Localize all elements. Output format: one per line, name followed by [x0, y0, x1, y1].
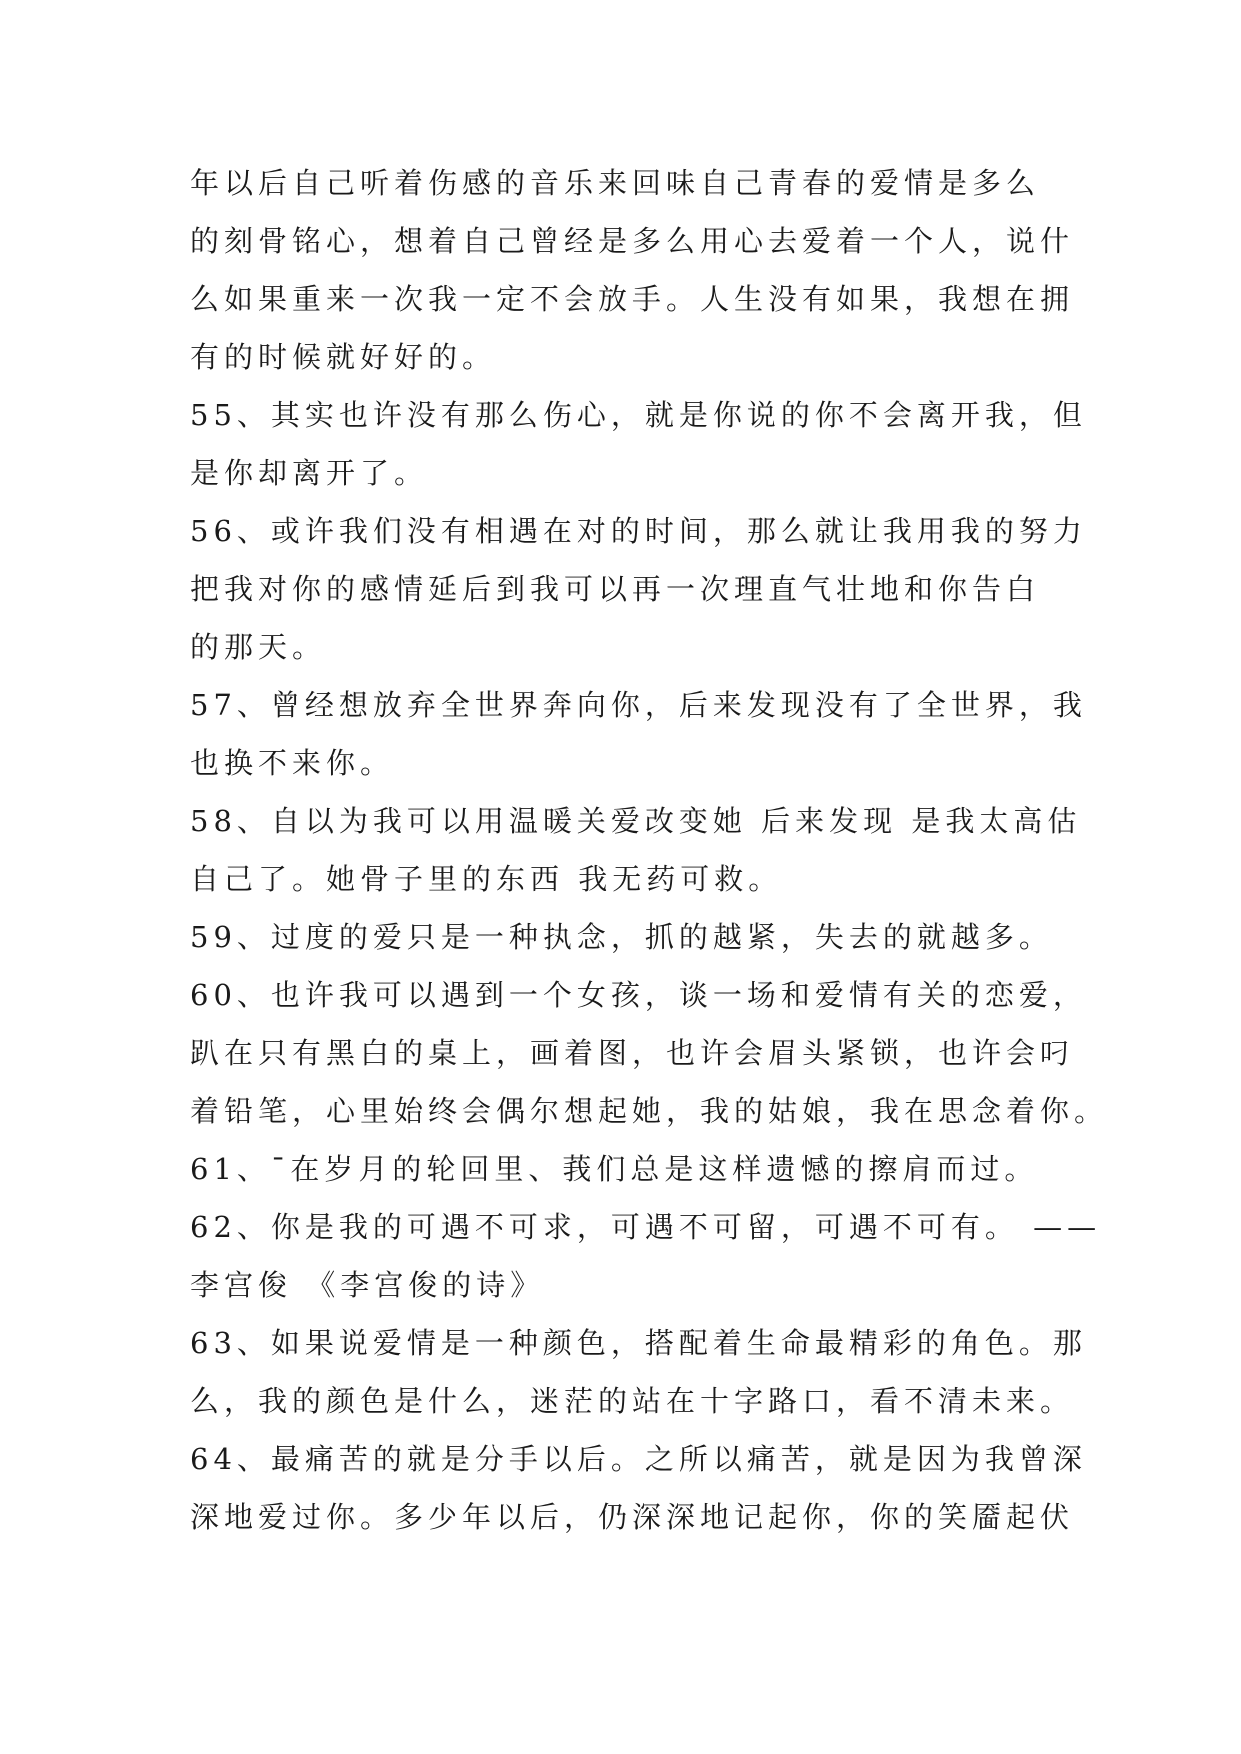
- text-line: 61、¯在岁月的轮回里、莪们总是这样遗憾的擦肩而过。: [190, 1152, 1039, 1186]
- text-line: 自己了。她骨子里的东西 我无药可救。: [190, 862, 783, 896]
- text-line: 63、如果说爱情是一种颜色，搭配着生命最精彩的角色。那: [190, 1326, 1087, 1360]
- text-line: 把我对你的感情延后到我可以再一次理直气壮地和你告白: [190, 572, 1041, 606]
- text-line: 深地爱过你。多少年以后，仍深深地记起你，你的笑靥起伏: [190, 1500, 1075, 1534]
- text-line: 么如果重来一次我一定不会放手。人生没有如果，我想在拥: [190, 282, 1075, 316]
- document-body: [190, 154, 1109, 1546]
- text-line: 趴在只有黑白的桌上，画着图，也许会眉头紧锁，也许会叼: [190, 1036, 1075, 1070]
- text-line: 么，我的颜色是什么，迷茫的站在十字路口，看不清未来。: [190, 1384, 1075, 1418]
- text-line: 56、或许我们没有相遇在对的时间，那么就让我用我的努力: [190, 514, 1087, 548]
- text-line: 的刻骨铭心，想着自己曾经是多么用心去爱着一个人，说什: [190, 224, 1075, 258]
- text-line: 57、曾经想放弃全世界奔向你，后来发现没有了全世界，我: [190, 688, 1087, 722]
- text-line: 也换不来你。: [190, 746, 395, 780]
- text-line: 55、其实也许没有那么伤心，就是你说的你不会离开我，但: [190, 398, 1087, 432]
- text-line: 李宫俊 《李宫俊的诗》: [190, 1268, 545, 1302]
- text-line: 60、也许我可以遇到一个女孩，谈一场和爱情有关的恋爱，: [190, 978, 1087, 1012]
- text-line: 年以后自己听着伤感的音乐来回味自己青春的爱情是多么: [190, 166, 1041, 200]
- text-line: 有的时候就好好的。: [190, 340, 497, 374]
- text-line: 58、自以为我可以用温暖关爱改变她 后来发现 是我太高估: [190, 804, 1082, 838]
- text-line: 是你却离开了。: [190, 456, 429, 490]
- text-line: 的那天。: [190, 630, 327, 664]
- text-line: 59、过度的爱只是一种执念，抓的越紧，失去的就越多。: [190, 920, 1053, 954]
- text-line: 62、你是我的可遇不可求，可遇不可留，可遇不可有。 ——: [190, 1210, 1102, 1244]
- text-line: 着铅笔，心里始终会偶尔想起她，我的姑娘，我在思念着你。: [190, 1094, 1109, 1128]
- text-line: 64、最痛苦的就是分手以后。之所以痛苦，就是因为我曾深: [190, 1442, 1087, 1476]
